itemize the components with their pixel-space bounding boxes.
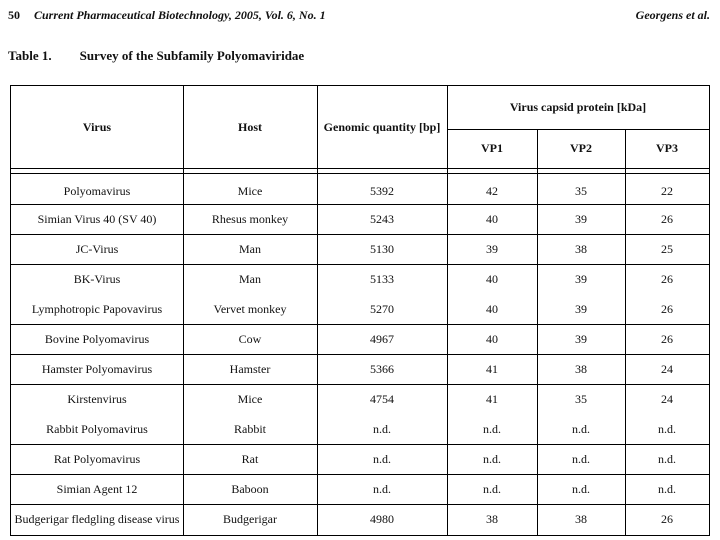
cell-vp2: n.d. bbox=[572, 421, 590, 436]
cell-vp3: n.d. bbox=[658, 481, 676, 496]
cell-vp2: 38 bbox=[575, 241, 587, 256]
header-capsid-protein: Virus capsid protein [kDa] bbox=[509, 100, 647, 114]
polyomavirus-table bbox=[10, 85, 710, 536]
table-label: Table 1. bbox=[8, 48, 52, 63]
header-genomic-quantity: Genomic quantity [bp] bbox=[323, 119, 441, 134]
cell-virus: BK-Virus bbox=[73, 271, 121, 286]
cell-genome: 5133 bbox=[370, 271, 394, 286]
cell-host: Budgerigar bbox=[223, 512, 277, 526]
cell-vp3: 24 bbox=[661, 361, 673, 376]
table-title: Survey of the Subfamily Polyomaviridae bbox=[79, 48, 305, 63]
cell-vp2: n.d. bbox=[572, 451, 590, 466]
cell-genome: 5392 bbox=[370, 183, 394, 198]
cell-host: Mice bbox=[237, 183, 263, 198]
cell-virus: Kirstenvirus bbox=[67, 391, 127, 406]
cell-genome: 4754 bbox=[370, 391, 394, 406]
header-rule bbox=[11, 168, 709, 169]
cell-vp3: 26 bbox=[661, 512, 673, 526]
cell-genome: 4967 bbox=[370, 331, 394, 346]
cell-vp3: 26 bbox=[661, 211, 673, 226]
cell-vp2: 38 bbox=[575, 361, 587, 376]
cell-vp3: 25 bbox=[661, 241, 673, 256]
cell-vp1: 40 bbox=[486, 331, 498, 346]
page-number: 50 bbox=[8, 8, 20, 22]
cell-vp1: 41 bbox=[486, 361, 498, 376]
table-caption bbox=[8, 48, 304, 64]
cell-vp1: n.d. bbox=[483, 481, 501, 496]
cell-genome: 5130 bbox=[370, 241, 394, 256]
header-virus: Virus bbox=[82, 119, 112, 134]
cell-genome: n.d. bbox=[373, 421, 391, 436]
cell-vp3: 26 bbox=[661, 331, 673, 346]
cell-vp1: 38 bbox=[486, 512, 498, 526]
cell-vp1: 40 bbox=[486, 301, 498, 316]
cell-virus: Simian Virus 40 (SV 40) bbox=[37, 211, 157, 226]
cell-genome: 5243 bbox=[370, 211, 394, 226]
cell-vp3: n.d. bbox=[658, 451, 676, 466]
cell-vp3: 24 bbox=[661, 391, 673, 406]
cell-host: Rhesus monkey bbox=[211, 211, 289, 226]
cell-vp1: n.d. bbox=[483, 421, 501, 436]
header-host: Host bbox=[238, 119, 262, 134]
header-vp2: VP2 bbox=[570, 141, 592, 155]
cell-vp1: 42 bbox=[486, 183, 498, 198]
cell-vp2: 35 bbox=[575, 183, 587, 198]
cell-vp2: 39 bbox=[575, 271, 587, 286]
cell-vp3: 26 bbox=[661, 271, 673, 286]
cell-vp2: 39 bbox=[575, 211, 587, 226]
cell-vp2: 35 bbox=[575, 391, 587, 406]
cell-host: Man bbox=[239, 271, 261, 286]
cell-host: Hamster bbox=[229, 361, 271, 376]
cell-vp1: 41 bbox=[486, 391, 498, 406]
header-rule bbox=[11, 173, 709, 174]
cell-host: Mice bbox=[237, 391, 263, 406]
cell-virus: Polyomavirus bbox=[63, 183, 131, 198]
cell-virus: JC-Virus bbox=[75, 241, 119, 256]
running-header bbox=[8, 8, 710, 24]
cell-host: Cow bbox=[238, 331, 262, 346]
cell-virus: Lymphotropic Papovavirus bbox=[31, 301, 163, 316]
cell-vp1: 39 bbox=[486, 241, 498, 256]
cell-genome: n.d. bbox=[373, 481, 391, 496]
cell-virus: Hamster Polyomavirus bbox=[41, 361, 153, 376]
cell-host: Vervet monkey bbox=[213, 301, 287, 316]
cell-virus: Simian Agent 12 bbox=[56, 481, 138, 496]
cell-vp2: n.d. bbox=[572, 481, 590, 496]
cell-vp3: 26 bbox=[661, 301, 673, 316]
cell-vp2: 39 bbox=[575, 331, 587, 346]
cell-genome: 4980 bbox=[370, 512, 394, 526]
cell-host: Baboon bbox=[231, 481, 269, 496]
cell-host: Rat bbox=[241, 451, 259, 466]
journal-citation: Current Pharmaceutical Biotechnology, 2005, Vol. 6, No. 1 bbox=[34, 8, 326, 22]
cell-host: Rabbit bbox=[234, 421, 266, 436]
cell-genome: n.d. bbox=[373, 451, 391, 466]
cell-virus: Rabbit Polyomavirus bbox=[46, 421, 148, 436]
cell-vp3: n.d. bbox=[658, 421, 676, 436]
cell-genome: 5270 bbox=[370, 301, 394, 316]
author-line: Georgens et al. bbox=[635, 8, 710, 22]
cell-vp1: n.d. bbox=[483, 451, 501, 466]
cell-vp3: 22 bbox=[661, 183, 673, 198]
cell-genome: 5366 bbox=[370, 361, 394, 376]
cell-vp2: 38 bbox=[575, 512, 587, 526]
cell-vp1: 40 bbox=[486, 211, 498, 226]
cell-virus: Rat Polyomavirus bbox=[53, 451, 141, 466]
cell-vp2: 39 bbox=[575, 301, 587, 316]
cell-virus: Budgerigar fledgling disease virus bbox=[14, 512, 180, 526]
cell-host: Man bbox=[239, 241, 261, 256]
header-vp3: VP3 bbox=[656, 141, 678, 155]
cell-vp1: 40 bbox=[486, 271, 498, 286]
cell-virus: Bovine Polyomavirus bbox=[44, 331, 150, 346]
header-vp1: VP1 bbox=[481, 141, 503, 155]
